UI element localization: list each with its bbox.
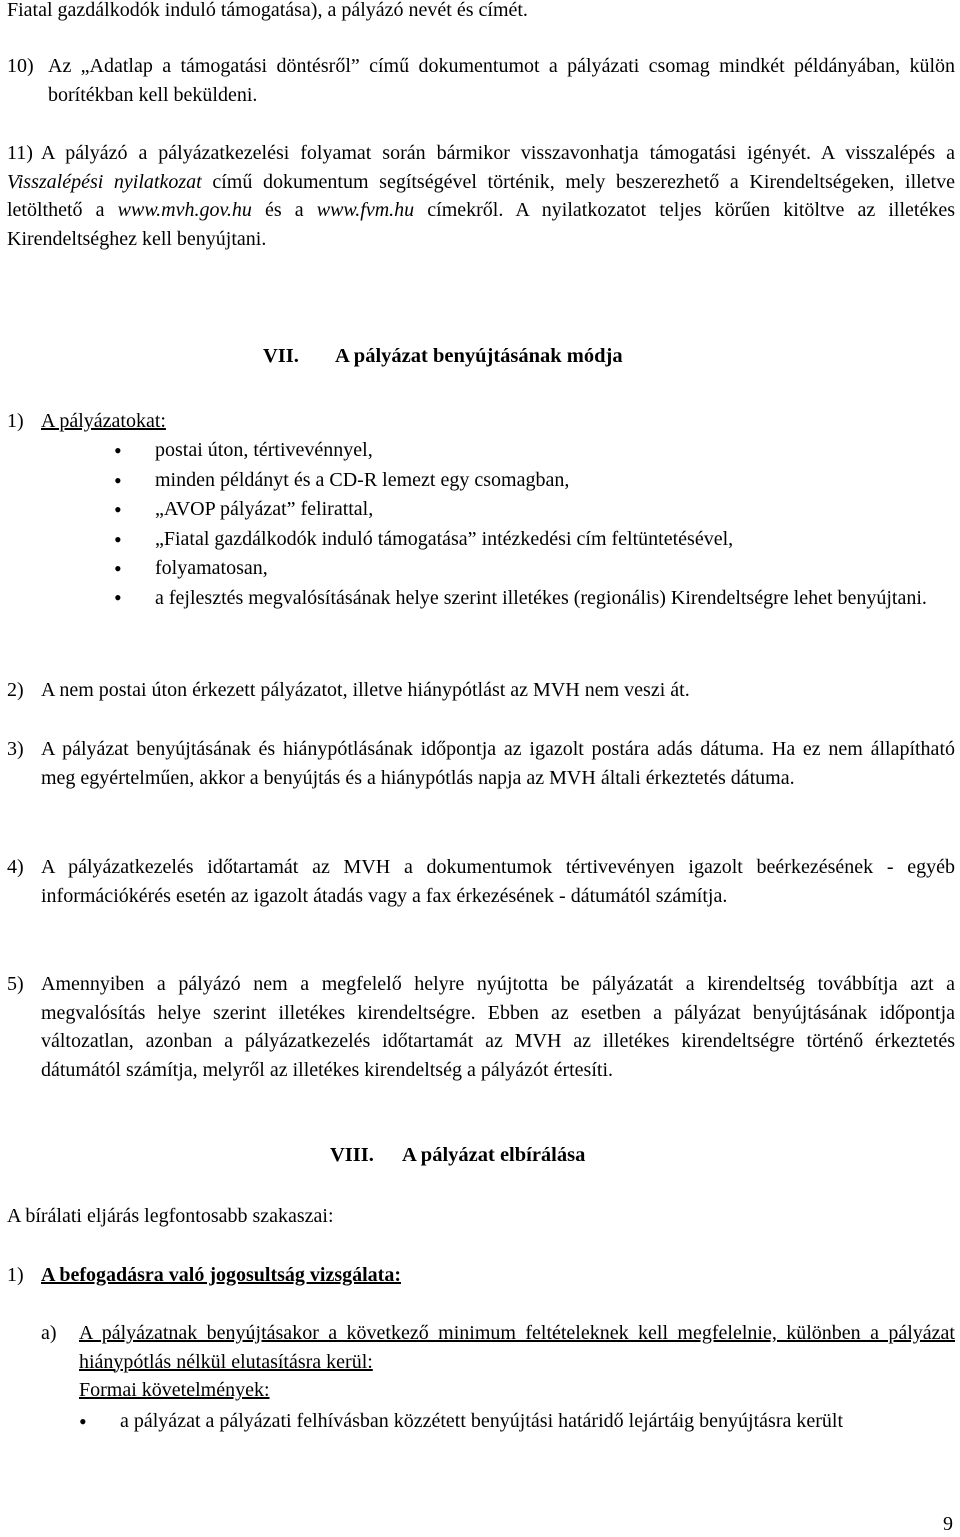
item-text: Az „Adatlap a támogatási döntésről” című dokumentumot a pályázati csomag mindkét példányában, külön borítékban kell beküldeni. [48,55,955,106]
submission-bullet-list [114,436,959,612]
list-item-10 [7,52,955,109]
item-number: 1) [7,410,24,432]
page-number: 9 [943,1513,953,1535]
item-number: 11) [7,142,33,164]
item-number: 4) [7,856,24,878]
sub-item-text: A pályázatnak benyújtásakor a következő minimum feltételeknek kell megfelelnie, különben a pályázat hiánypótlás nélkül elutasításra kerül: [79,1322,955,1373]
list-item: • a pályázat a pályázati felhívásban közzétett benyújtási határidő lejártáig benyújtásra került [79,1407,955,1436]
section-number: VII. [263,345,299,367]
mvh-link[interactable]: www.mvh.gov.hu [117,199,252,221]
continuation-line: Fiatal gazdálkodók induló támogatása), a pályázó nevét és címét. [7,0,528,21]
section-7-item-4 [7,853,955,910]
item-text: A pályázó a pályázatkezelési folyamat során bármikor visszavonhatja támogatási igényét. A visszalépés a Visszalépési nyilatkozat című dokumentum segítségével történik, mely beszerezhető a Kirendeltségeken, illetve letölthető a www.mvh.gov.hu és a www.fvm.hu címekről. A nyilatkozatot teljes körűen kitöltve az illetékes Kirendeltséghez kell benyújtani. [7,142,955,250]
item-text: A nem postai úton érkezett pályázatot, illetve hiánypótlást az MVH nem veszi át. [41,679,690,701]
list-item: • folyamatosan, [114,554,959,584]
evaluation-intro: A bírálati eljárás legfontosabb szakaszai: [7,1205,334,1227]
formal-requirements-label: Formai követelmények: [79,1379,270,1401]
section-7-item-5 [7,970,955,1084]
list-item: • „AVOP pályázat” felirattal, [114,495,959,525]
list-item: • minden példányt és a CD-R lemezt egy csomagban, [114,466,959,496]
formal-requirements-list [79,1407,955,1436]
section-number: VIII. [330,1144,374,1166]
item-label: A pályázatokat: [41,410,166,432]
list-item: • postai úton, tértivevénnyel, [114,436,959,466]
list-item: • „Fiatal gazdálkodók induló támogatása” intézkedési cím feltüntetésével, [114,525,959,555]
item-number: 5) [7,973,24,995]
fvm-link[interactable]: www.fvm.hu [316,199,415,221]
withdrawal-form-name: Visszalépési nyilatkozat [7,170,202,193]
sub-item-a [41,1319,955,1376]
item-title: A befogadásra való jogosultság vizsgálata: [41,1264,401,1286]
item-number: 2) [7,679,24,701]
sub-item-label: a) [41,1322,57,1344]
item-text: Amennyiben a pályázó nem a megfelelő helyre nyújtotta be pályázatát a kirendeltség továbbítja azt a megvalósítás helye szerint illetékes kirendeltségre. Ebben az esetben a pályázat benyújtásának időpontja változatlan, azonban a pályázatkezelés időtartamát az MVH az illetékes kirendeltségre történő érkeztetés dátumától számítja, melyről az illetékes kirendeltség a pályázót értesíti. [41,973,955,1081]
item-text: A pályázat benyújtásának és hiánypótlásának időpontja az igazolt postára adás dátuma. Ha ez nem állapítható meg egyértelműen, akkor a benyújtás és a hiánypótlás napja az MVH általi érkeztetés dátuma. [41,738,955,789]
list-item: • a fejlesztés megvalósításának helye szerint illetékes (regionális) Kirendeltségre lehet benyújtani. [114,584,959,613]
item-number: 10) [7,55,34,77]
section-7-item-2 [7,676,955,705]
section-title: A pályázat elbírálása [402,1144,586,1166]
item-text: A pályázatkezelés időtartamát az MVH a dokumentumok tértivevényen igazolt beérkezésének - egyéb információkérés esetén az igazolt átadás vagy a fax érkezésének - dátumától számítja. [41,856,955,907]
section-8-item-1 [7,1261,955,1290]
section-7-item-1 [7,407,955,436]
list-item-11 [7,139,955,253]
section-title: A pályázat benyújtásának módja [335,345,623,367]
section-7-heading [263,345,623,368]
item-number: 3) [7,738,24,760]
section-8-heading [330,1144,585,1167]
item-number: 1) [7,1264,24,1286]
section-7-item-3 [7,735,955,792]
